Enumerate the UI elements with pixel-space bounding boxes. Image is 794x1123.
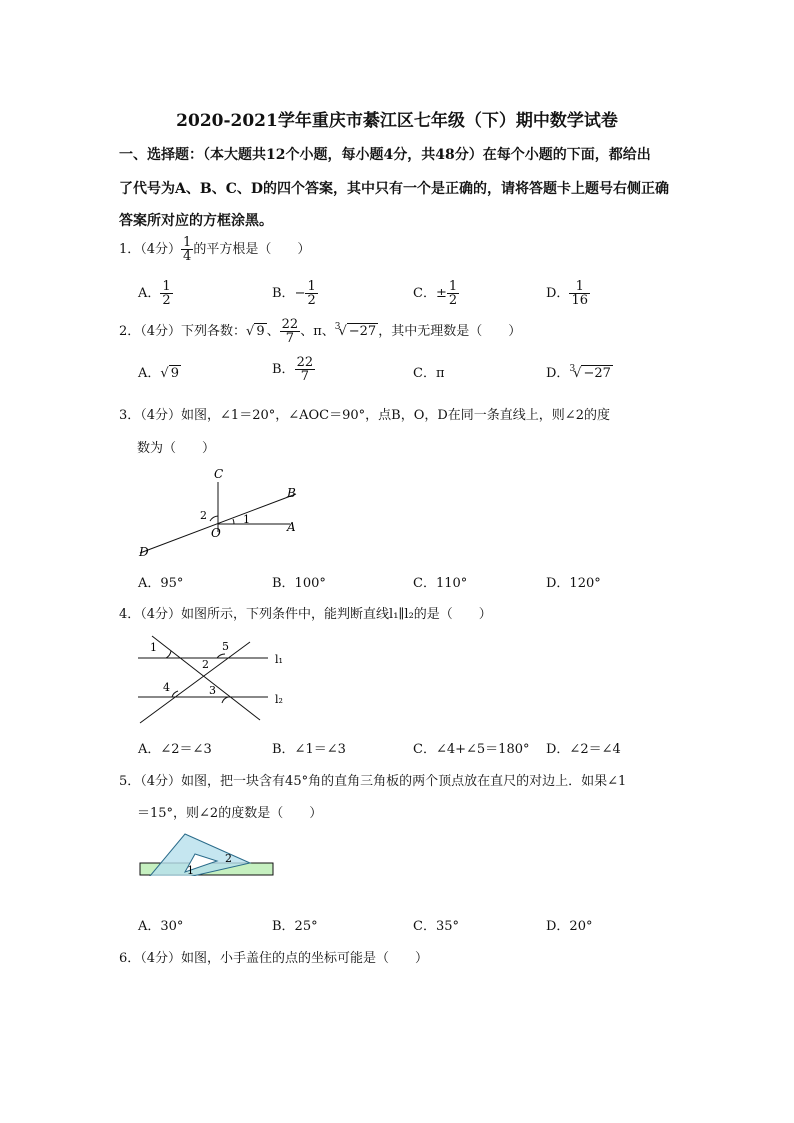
- q5-option-b: B．25°: [272, 919, 318, 934]
- q1-option-a: A． $\frac{1}{2}$: [138, 279, 171, 308]
- q3-option-c: C．110°: [413, 576, 468, 591]
- q3-angle-figure: [130, 462, 310, 562]
- q1-option-d: D． $\frac{1}{16}$: [546, 279, 588, 308]
- q3-label-d: D: [139, 545, 149, 559]
- question-1: [119, 236, 310, 263]
- q3-label-angle1: 1: [243, 513, 250, 526]
- section-instructions-line2: 了代号为A、B、C、D的四个答案，其中只有一个是正确的，请将答题卡上题号右侧正确: [119, 181, 669, 197]
- q2-option-c: C．π: [413, 366, 445, 381]
- q3-label-c: C: [214, 467, 224, 481]
- q2-option-b: B． $\frac{22}{7}$: [272, 355, 314, 384]
- q5-option-d: D．20°: [546, 919, 593, 934]
- q4-label-angle2: 2: [202, 658, 209, 671]
- q5-label-angle1: 1: [187, 864, 194, 876]
- q4-label-angle1: 1: [150, 641, 157, 654]
- q1-option-c: C．± $\frac{1}{2}$: [413, 279, 458, 308]
- q1-suffix: 的平方根是（ ）: [193, 242, 311, 257]
- q1-prefix: 1．（4分）: [119, 242, 182, 257]
- q4-label-l2: l₂: [275, 693, 283, 706]
- q3-label-angle2: 2: [200, 509, 207, 522]
- question-6: 6．（4分）如图，小手盖住的点的坐标可能是（ ）: [119, 951, 429, 966]
- q5-ruler-triangle-figure: [135, 828, 280, 876]
- q5-label-angle2: 2: [225, 852, 232, 865]
- q4-label-l1: l₁: [275, 653, 283, 666]
- q4-option-c: C．∠4+∠5＝180°: [413, 742, 530, 757]
- q4-option-b: B．∠1＝∠3: [272, 742, 346, 757]
- question-3-line2: 数为（ ）: [137, 441, 216, 456]
- section-instructions-line3: 答案所对应的方框涂黑。: [119, 213, 273, 229]
- q4-option-a: A．∠2＝∠3: [138, 742, 212, 757]
- question-2: 2．（4分）下列各数：√ 9 、 $\frac{22}{7}$ 、π、$^3$√ −27 ，其中无理数是（ ）: [119, 317, 522, 346]
- question-4: 4．（4分）如图所示，下列条件中，能判断直线l₁∥l₂的是（ ）: [119, 607, 492, 622]
- q5-option-a: A．30°: [138, 919, 184, 934]
- q3-label-b: B: [287, 486, 296, 500]
- q3-label-a: A: [287, 520, 296, 534]
- section-instructions-line1: 一、选择题：（本大题共12个小题，每小题4分，共48分）在每个小题的下面，都给出: [119, 147, 651, 163]
- q1-option-b: B．− $\frac{1}{2}$: [272, 279, 316, 308]
- q4-label-angle5: 5: [222, 640, 229, 653]
- question-5-line1: 5．（4分）如图，把一块含有45°角的直角三角板的两个顶点放在直尺的对边上．如果∠1: [119, 774, 627, 789]
- q4-label-angle4: 4: [163, 681, 170, 694]
- question-3-line1: 3．（4分）如图，∠1＝20°，∠AOC＝90°，点B，O，D在同一条直线上，则∠2的度: [119, 408, 610, 423]
- page-title: 2020-2021学年重庆市綦江区七年级（下）期中数学试卷: [176, 111, 618, 131]
- q4-parallel-lines-figure: [130, 628, 300, 728]
- q3-option-b: B．100°: [272, 576, 326, 591]
- q5-option-c: C．35°: [413, 919, 459, 934]
- q2-option-d: D．$^3$√ −27: [546, 364, 611, 381]
- q3-option-d: D．120°: [546, 576, 601, 591]
- q2-option-a: A．√ 9: [138, 366, 179, 381]
- q3-option-a: A．95°: [138, 576, 184, 591]
- q4-label-angle3: 3: [209, 684, 216, 697]
- question-5-line2: ＝15°，则∠2的度数是（ ）: [137, 806, 323, 821]
- q4-option-d: D．∠2＝∠4: [546, 742, 621, 757]
- q3-label-o: O: [211, 526, 221, 540]
- q1-fraction: $\frac{1}{4}$: [183, 235, 192, 264]
